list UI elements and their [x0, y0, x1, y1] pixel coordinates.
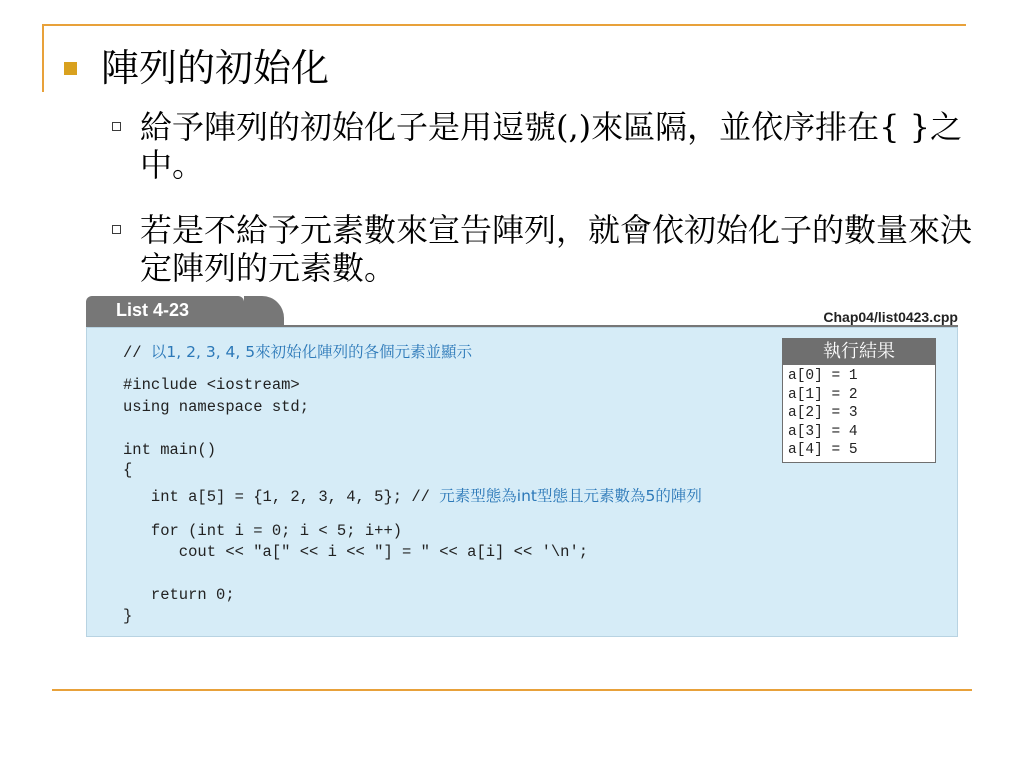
bullet-item	[114, 211, 974, 287]
code-line	[123, 398, 309, 416]
code-line	[123, 461, 132, 479]
listing-filename: Chap04/list0423.cpp	[823, 309, 958, 325]
result-line: a[2] = 3	[788, 405, 858, 421]
code-text: #include <iostream>	[123, 376, 300, 394]
code-text: {	[123, 461, 133, 479]
top-accent-rule	[42, 24, 966, 26]
result-panel-header: 執行結果	[782, 338, 936, 365]
listing-tab-label: List 4-23	[116, 300, 190, 320]
code-line	[123, 607, 132, 625]
code-line	[123, 441, 216, 459]
code-text: int main()	[123, 441, 217, 459]
result-line: a[4] = 5	[788, 442, 858, 458]
bullet-item	[114, 108, 974, 184]
bullet-text: 若是不給予元素數來宣告陣列，就會依初始化子的數量來決定陣列的元素數。	[140, 211, 973, 287]
result-line: a[0] = 1	[788, 368, 858, 384]
bullet-text: 給予陣列的初始化子是用逗號(,)來區隔，並依序排在{ }之中。	[140, 108, 963, 184]
title-row	[64, 42, 329, 94]
code-text: using namespace std;	[123, 398, 310, 416]
code-comment: 以1, 2, 3, 4, 5來初始化陣列的各個元素並顯示	[150, 343, 473, 361]
left-accent-rule	[42, 24, 44, 92]
code-line	[123, 522, 402, 540]
code-text: for (int i = 0; i < 5; i++)	[123, 522, 403, 540]
code-text: cout << "a[" << i << "] = " << a[i] << '\n';	[123, 543, 589, 561]
code-line	[123, 543, 588, 561]
result-panel	[782, 338, 936, 463]
code-text: //	[123, 344, 151, 362]
bottom-accent-rule	[52, 689, 972, 691]
code-line	[123, 376, 300, 394]
code-line	[123, 340, 472, 362]
result-panel-body	[782, 365, 936, 463]
hollow-square-bullet-icon	[112, 225, 121, 234]
result-line: a[1] = 2	[788, 386, 858, 403]
result-line: a[3] = 4	[788, 423, 858, 440]
code-line	[123, 484, 702, 506]
code-comment: 元素型態為int型態且元素數為5的陣列	[439, 487, 702, 505]
listing-tab-curve	[244, 296, 284, 326]
code-text: }	[123, 607, 133, 625]
code-line	[123, 586, 235, 604]
title-bullet-icon	[64, 62, 77, 75]
hollow-square-bullet-icon	[112, 122, 121, 131]
slide-title: 陣列的初始化	[101, 46, 330, 90]
code-text: return 0;	[123, 586, 235, 604]
code-text: int a[5] = {1, 2, 3, 4, 5}; //	[123, 488, 440, 506]
